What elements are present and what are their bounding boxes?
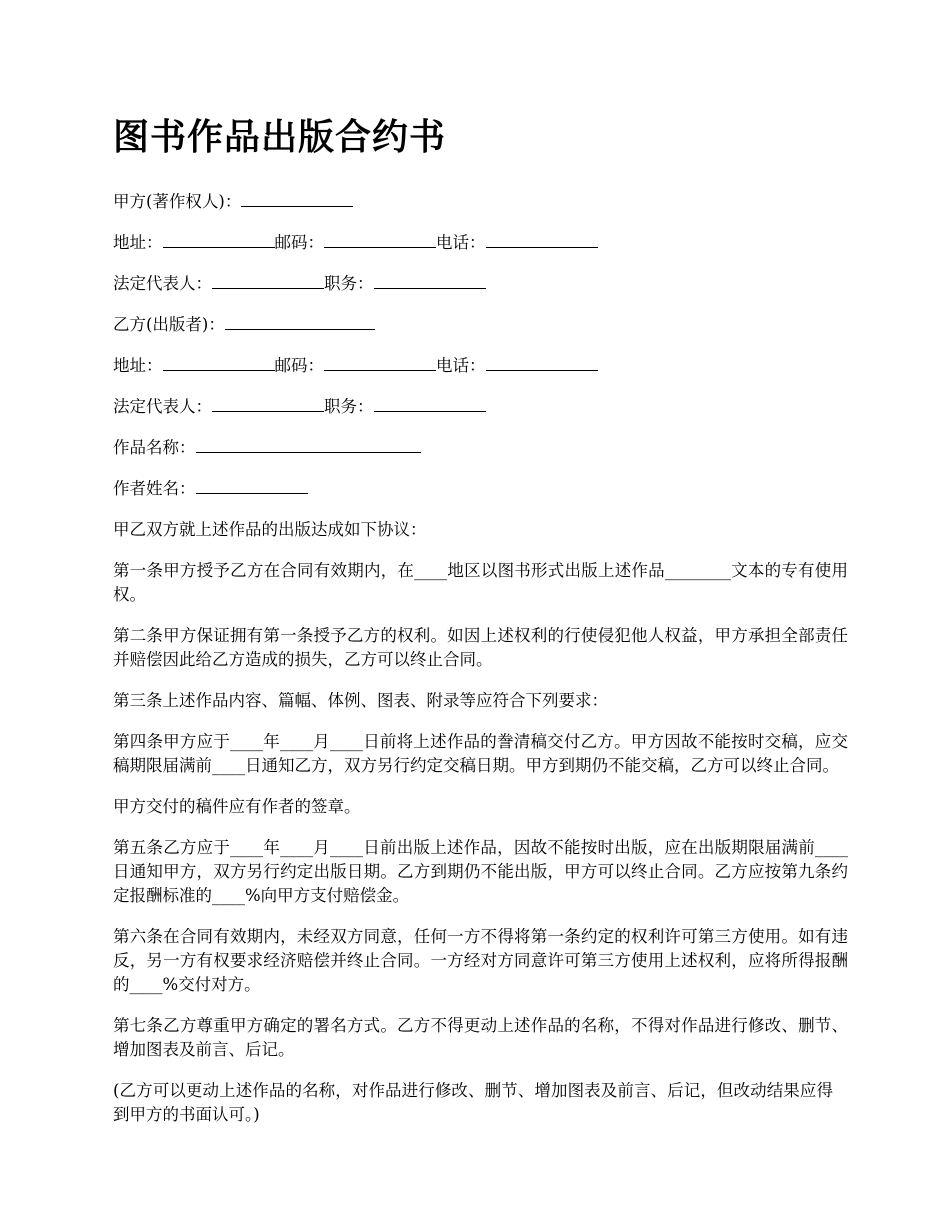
party-b-address-label: 地址：	[113, 356, 163, 375]
party-b-address-blank[interactable]	[163, 354, 275, 371]
clause-6: 第六条在合同有效期内，未经双方同意，任何一方不得将第一条约定的权利许可第三方使用。如有违反，另一方有权要求经济赔偿并终止合同。一方经对方同意许可第三方使用上述权利，应将所得报酬的____%交付对方。	[113, 927, 848, 994]
party-b-position-label: 职务：	[324, 397, 374, 416]
party-a-label: 甲方(著作权人)：	[113, 192, 242, 211]
party-b-blank[interactable]	[225, 313, 375, 330]
party-b-zip-label: 邮码：	[274, 356, 324, 375]
party-a-address-blank[interactable]	[163, 231, 275, 248]
party-a-zip-label: 邮码：	[274, 233, 324, 252]
clause-2: 第二条甲方保证拥有第一条授予乙方的权利。如因上述权利的行使侵犯他人权益，甲方承担全部责任并赔偿因此给乙方造成的损失，乙方可以终止合同。	[113, 626, 848, 669]
party-b-zip-blank[interactable]	[324, 354, 436, 371]
party-b-rep-blank[interactable]	[212, 395, 324, 412]
clause-7: 第七条乙方尊重甲方确定的署名方式。乙方不得更动上述作品的名称，不得对作品进行修改、删节、增加图表及前言、后记。	[113, 1016, 848, 1059]
clause-5: 第五条乙方应于____年____月____日前出版上述作品，因故不能按时出版，应在出版期限届满前____日通知甲方，双方另行约定出版日期。乙方到期仍不能出版，甲方可以终止合同。乙方应按第九条约定报酬标准的____%向甲方支付赔偿金。	[113, 838, 848, 905]
document-title: 图书作品出版合约书	[113, 117, 447, 158]
party-b-rep-line	[113, 395, 848, 419]
party-a-address-line	[113, 231, 848, 255]
party-b-line	[113, 313, 848, 337]
party-b-rep-label: 法定代表人：	[113, 397, 212, 416]
party-b-address-line	[113, 354, 848, 378]
party-a-phone-blank[interactable]	[486, 231, 598, 248]
clause-3: 第三条上述作品内容、篇幅、体例、图表、附录等应符合下列要求：	[113, 691, 608, 710]
agreement-intro: 甲乙双方就上述作品的出版达成如下协议：	[113, 520, 427, 539]
work-name-label: 作品名称：	[113, 438, 196, 457]
party-a-rep-label: 法定代表人：	[113, 274, 212, 293]
party-a-address-label: 地址：	[113, 233, 163, 252]
clause-1: 第一条甲方授予乙方在合同有效期内，在____地区以图书形式出版上述作品________文本的专有使用权。	[113, 561, 848, 604]
party-b-label: 乙方(出版者)：	[113, 315, 225, 334]
author-name-blank[interactable]	[196, 477, 308, 494]
clause-7-note: (乙方可以更动上述作品的名称，对作品进行修改、删节、增加图表及前言、后记，但改动结果应得到甲方的书面认可。)	[113, 1081, 833, 1124]
party-b-phone-blank[interactable]	[486, 354, 598, 371]
party-b-position-blank[interactable]	[374, 395, 486, 412]
party-b-phone-label: 电话：	[436, 356, 486, 375]
author-name-label: 作者姓名：	[113, 479, 196, 498]
party-a-line	[113, 190, 848, 214]
party-a-position-label: 职务：	[324, 274, 374, 293]
party-a-position-blank[interactable]	[374, 272, 486, 289]
party-a-phone-label: 电话：	[436, 233, 486, 252]
contract-document	[113, 112, 848, 1144]
author-name-line	[113, 477, 848, 501]
work-name-blank[interactable]	[196, 436, 421, 453]
party-a-zip-blank[interactable]	[324, 231, 436, 248]
party-a-rep-line	[113, 272, 848, 296]
work-name-line	[113, 436, 848, 460]
party-a-rep-blank[interactable]	[212, 272, 324, 289]
clause-4-note: 甲方交付的稿件应有作者的签章。	[113, 797, 361, 816]
clause-4: 第四条甲方应于____年____月____日前将上述作品的誊清稿交付乙方。甲方因故不能按时交稿，应交稿期限届满前____日通知乙方，双方另行约定交稿日期。甲方到期仍不能交稿，乙方可以终止合同。	[113, 732, 848, 775]
party-a-blank[interactable]	[241, 190, 353, 207]
